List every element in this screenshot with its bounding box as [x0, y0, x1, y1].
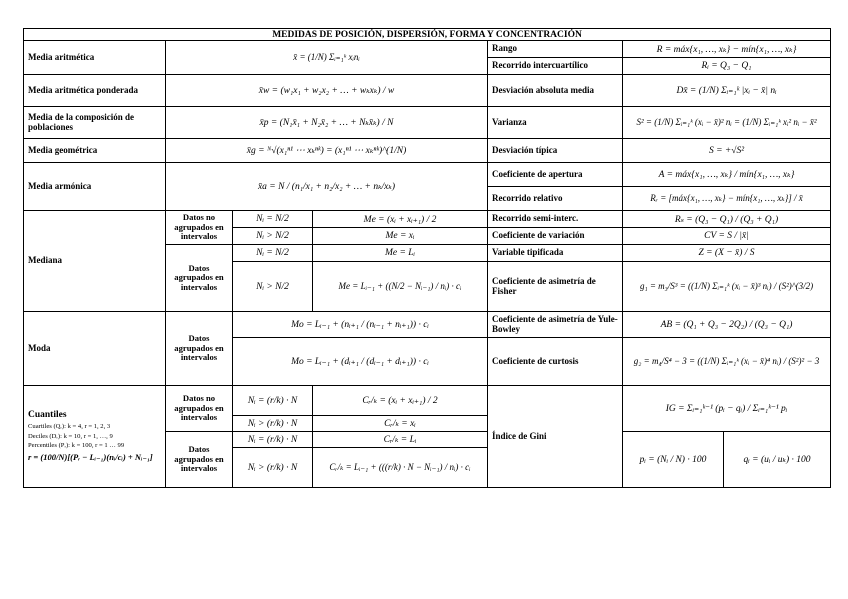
label-asimetria-yule: Coeficiente de asimetría de Yule-Bowley — [488, 312, 623, 338]
formula-table — [23, 28, 831, 488]
formula-recorrido-relativo: Rᵣ = [máx{x₁, …, xₖ} − mín{x₁, …, xₖ}] / x̄ — [623, 187, 831, 211]
formula-desviacion-tipica: S = +√S² — [623, 139, 831, 163]
cuantiles-agrupados: Datos agrupados en intervalos — [166, 432, 233, 488]
label-coef-variacion: Coeficiente de variación — [488, 228, 623, 245]
label-rango: Rango — [488, 41, 623, 58]
label-media-composicion: Media de la composición de poblaciones — [24, 107, 166, 139]
formula-recorrido-semi: Rₛ = (Q₃ − Q₁) / (Q₃ + Q₁) — [623, 211, 831, 228]
cuantiles-title: Cuantiles — [28, 410, 67, 421]
mediana-no-agrupados: Datos no agrupados en intervalos — [166, 211, 233, 245]
formula-desviacion-absoluta: Dx̄ = (1/N) Σᵢ₌₁ᵏ |xᵢ − x̄| nᵢ — [623, 75, 831, 107]
formula-media-ponderada: x̄w = (w₁x₁ + w₂x₂ + … + wₖxₖ) / w — [166, 75, 488, 107]
label-moda: Moda — [24, 312, 166, 386]
formula-media-composicion: x̄p = (N₁x̄₁ + N₂x̄₂ + … + Nₖx̄ₖ) / N — [166, 107, 488, 139]
label-recorrido-semi: Recorrido semi-interc. — [488, 211, 623, 228]
formula-gini-q: qᵢ = (uᵢ / uₖ) · 100 — [724, 432, 831, 488]
cuantiles-cond: Nᵢ = (r/k) · N — [233, 386, 313, 416]
formula-media-aritmetica — [166, 41, 488, 75]
mediana-agrupados: Datos agrupados en intervalos — [166, 245, 233, 312]
cuantiles-val: Cᵣ/ₖ = Lᵢ₋₁ + (((r/k) · N − Nᵢ₋₁) / nᵢ) · cᵢ — [313, 448, 488, 488]
label-recorrido-relativo: Recorrido relativo — [488, 187, 623, 211]
cuantiles-formula: r = (100/N)[(Pᵣ − Lᵢ₋₁)(nᵢ/cᵢ) + Nᵢ₋₁] — [28, 451, 153, 462]
formula-text: x̄ = (1/N) Σᵢ₌₁ᵏ xᵢnᵢ — [293, 52, 360, 62]
label-cuantiles — [24, 386, 166, 488]
cuantiles-note: Deciles (Dᵣ): k = 10, r = 1, …, 9 — [28, 432, 113, 440]
page-title: MEDIDAS DE POSICIÓN, DISPERSIÓN, FORMA Y CONCENTRACIÓN — [24, 29, 831, 41]
cuantiles-cond: Nᵢ > (r/k) · N — [233, 448, 313, 488]
mediana-cond: Nᵢ = N/2 — [233, 245, 313, 262]
mediana-cond: Nᵢ > N/2 — [233, 228, 313, 245]
formula-asimetria-yule: AB = (Q₁ + Q₃ − 2Q₂) / (Q₃ − Q₁) — [623, 312, 831, 338]
label-asimetria-fisher: Coeficiente de asimetría de Fisher — [488, 262, 623, 312]
label-media-ponderada: Media aritmética ponderada — [24, 75, 166, 107]
label-gini: Índice de Gini — [488, 386, 623, 488]
label-media-geometrica: Media geométrica — [24, 139, 166, 163]
formula-moda-1: Mo = Lᵢ₋₁ + (nᵢ₊₁ / (nᵢ₋₁ + nᵢ₊₁)) · cᵢ — [233, 312, 488, 338]
mediana-val: Me = (xᵢ + xᵢ₊₁) / 2 — [313, 211, 488, 228]
cuantiles-val: Cᵣ/ₖ = xᵢ — [313, 416, 488, 432]
label-recorrido-intercuartilico: Recorrido intercuartílico — [488, 58, 623, 75]
formula-variable-tipificada: Z = (X − x̄) / S — [623, 245, 831, 262]
cuantiles-val: Cᵣ/ₖ = (xᵢ + xᵢ₊₁) / 2 — [313, 386, 488, 416]
cuantiles-note: Cuartiles (Qᵣ): k = 4, r = 1, 2, 3 — [28, 423, 111, 431]
cuantiles-note: Percentiles (Pᵣ): k = 100, r = 1 … 99 — [28, 442, 125, 450]
cuantiles-no-agrupados: Datos no agrupados en intervalos — [166, 386, 233, 432]
cuantiles-cond: Nᵢ > (r/k) · N — [233, 416, 313, 432]
formula-recorrido-intercuartilico: Rᵢ = Q₃ − Q₁ — [623, 58, 831, 75]
label-media-armonica: Media armónica — [24, 163, 166, 211]
mediana-val: Me = Lᵢ₋₁ + ((N/2 − Nᵢ₋₁) / nᵢ) · cᵢ — [313, 262, 488, 312]
formula-coef-apertura: A = máx{x₁, …, xₖ} / mín{x₁, …, xₖ} — [623, 163, 831, 187]
label-variable-tipificada: Variable tipificada — [488, 245, 623, 262]
mediana-val: Me = Lᵢ — [313, 245, 488, 262]
formula-media-armonica: x̄a = N / (n₁/x₁ + n₂/x₂ + … + nₖ/xₖ) — [166, 163, 488, 211]
label-media-aritmetica: Media aritmética — [24, 41, 166, 75]
cuantiles-cond: Nᵢ = (r/k) · N — [233, 432, 313, 448]
formula-varianza: S² = (1/N) Σᵢ₌₁ᵏ (xᵢ − x̄)² nᵢ = (1/N) Σᵢ₌₁ᵏ xᵢ² nᵢ − x̄² — [623, 107, 831, 139]
mediana-cond: Nᵢ = N/2 — [233, 211, 313, 228]
formula-coef-variacion: CV = S / |x̄| — [623, 228, 831, 245]
formula-gini: IG = Σᵢ₌₁ᵏ⁻¹ (pᵢ − qᵢ) / Σᵢ₌₁ᵏ⁻¹ pᵢ — [623, 386, 831, 432]
formula-gini-p: pᵢ = (Nᵢ / N) · 100 — [623, 432, 724, 488]
label-desviacion-absoluta: Desviación absoluta media — [488, 75, 623, 107]
label-varianza: Varianza — [488, 107, 623, 139]
label-coef-apertura: Coeficiente de apertura — [488, 163, 623, 187]
formula-moda-2: Mo = Lᵢ₋₁ + (dᵢ₊₁ / (dᵢ₋₁ + dᵢ₊₁)) · cᵢ — [233, 338, 488, 386]
label-desviacion-tipica: Desviación típica — [488, 139, 623, 163]
mediana-cond: Nᵢ > N/2 — [233, 262, 313, 312]
formula-media-geometrica: x̄g = ᴺ√(x₁ⁿ¹ ⋯ xₖⁿᵏ) = (x₁ⁿ¹ ⋯ xₖⁿᵏ)^(1/N) — [166, 139, 488, 163]
formula-curtosis: g₂ = m₄/S⁴ − 3 = ((1/N) Σᵢ₌₁ᵏ (xᵢ − x̄)⁴ nᵢ) / (S²)² − 3 — [623, 338, 831, 386]
moda-agrupados: Datos agrupados en intervalos — [166, 312, 233, 386]
formula-rango: R = máx{x₁, …, xₖ} − mín{x₁, …, xₖ} — [623, 41, 831, 58]
mediana-val: Me = xᵢ — [313, 228, 488, 245]
label-curtosis: Coeficiente de curtosis — [488, 338, 623, 386]
formula-asimetria-fisher: g₁ = m₃/S³ = ((1/N) Σᵢ₌₁ᵏ (xᵢ − x̄)³ nᵢ) / (S²)^(3/2) — [623, 262, 831, 312]
cuantiles-val: Cᵣ/ₖ = Lᵢ — [313, 432, 488, 448]
label-mediana: Mediana — [24, 211, 166, 312]
